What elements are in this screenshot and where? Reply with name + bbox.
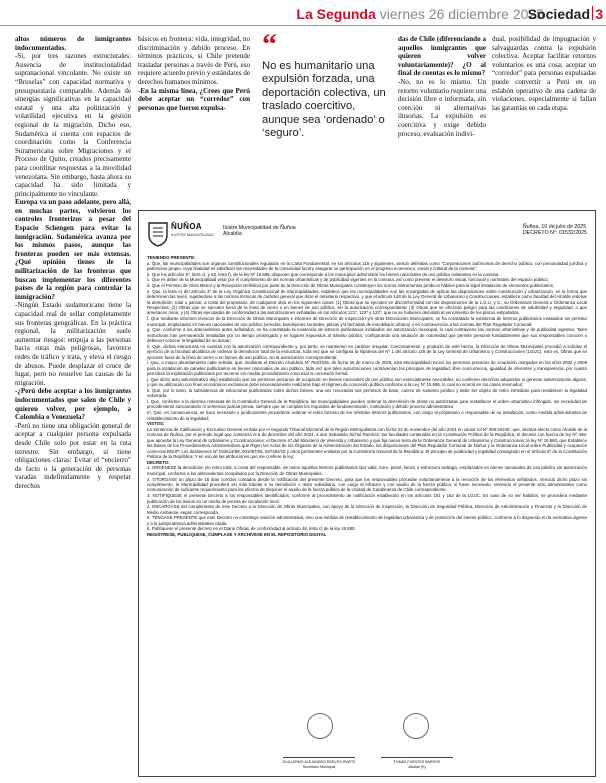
paragraph: -¿Perú debe aceptar a los inmigrantes indocumentados que salen de Chile y quieren volver, por ejemplo, a Colombia o Venezuela?: [15, 387, 131, 422]
paragraph: básicos en frontera: vida, integridad, no discriminación y debido proceso. En términos prácticos, si Chile pretende trasladar personas a través de Perú, eso requiere acuerdo previo y estándares de derechos humanos mínimos.: [138, 35, 250, 86]
page-number: 3: [595, 6, 603, 22]
decree-clause: h. Que, dichas estructuras no cuentan con la autorización correspondiente y, por tanto, se mantienen en carácter irregular. Concretamente, y producto de este hecho, la Dirección de Obras Municipales procedió a solicitar el ejercicio de la facultad alcaldicia de ordenar la demolición total de la estructura, toda vez que se configura la hipótesis del Nº 1 del artículo 148 de la Ley General de Urbanismo y Construcciones (LGUC), esto es, Obras que se ejecuten fuera de la línea de cierre o en bienes de uso público, sin la autorización correspondiente;: [147, 343, 587, 360]
municipal-decree-notice: [138, 210, 596, 777]
signature-secretary: [269, 727, 369, 769]
quote-mark: “: [262, 28, 277, 61]
signature-mayor: [367, 727, 467, 769]
decree-clause: g. Que, conforme a los antecedentes antes señalados, se ha constatado la existencia de letreros publicitarios instalados sin autorización municipal, lo cual contraviene las normas urbanísticas y de publicidad vigentes. Tales estructuras han permanecido instaladas por un tiempo prolongado y en lugares expuestos al tránsito público, configurando una situación de notoriedad que permite presumir fundadamente que sus responsables conocen o debieron conocer la ilegalidad de su actuar;: [147, 327, 587, 344]
decree-date: Ñuñoa, 10 de julio de 2025: [522, 224, 587, 230]
article-column-4: [492, 35, 596, 112]
decree-clause: e. Que, la letra e) del artículo 3º de la Ley Orgánica Constitucional de Municipalidades, establece que las municipalidades son las encargadas de aplicar las disposiciones sobre construcción y urbanización, en la forma que determinen las leyes, sujetándose a las normas técnicas de carácter general que dicte el ministerio respectivo, y que el artículo 148 de la Ley General de Urbanismo y Construcciones, establece como facultad del Alcalde ordenar la demolición, total o parcial, a costa del propietario, de cualquiera obra en los siguientes casos: (1) Obras que se ejecuten en disconformidad con las disposiciones de la L.G.U. y C., su Ordenanza General u Ordenanza Local Respectiva; (2) Obras que se ejecuten fuera de la línea de cierro o en bienes de uso público, sin la autorización correspondiente; (3) Obras que se ofrezcan peligro para las condiciones de salubridad y seguridad, o que amenacen ruina, y (4) Obras ejecutadas de conformidad a las autorizaciones señaladas en los artículos 121º, 122º y 123º, que no se hubieren demolido al vencimiento de los plazos estipulados.: [147, 288, 587, 316]
issue-date: viernes 26 diciembre 2025: [379, 6, 544, 22]
municipality-name: ÑUÑOA: [171, 222, 202, 231]
article-column-1: [15, 35, 131, 490]
decree-clause: i. Que, a mayor abundamiento cabe señalar, que, mediante el Decreto Alcaldicio Nº 754/2025, de fecha 26 de marzo de 2025, esta Municipalidad revocó los permisos precarios de ocupación otorgados en los años 2004 y 2006 para la instalación de paneles publicitarios en bienes nacionales de uso público, toda vez que tales autorizaciones contravenían los principios de legalidad, libre concurrencia, igualdad de oferentes y transparencia, por cuanto permitían la explotación publicitaria por terceros sin mediar procedimiento concursal ni concesión formal;: [147, 360, 587, 377]
paragraph: -En la misma línea, ¿Crees que Perú debe aceptar un “corredor” con personas que fueron expulsa-: [138, 86, 250, 112]
decree-heading: VISTOS:: [147, 421, 165, 427]
issuer-line-2: Alcaldía: [223, 231, 242, 238]
decree-clause: f. Que mediante informes técnicos de la Dirección de Obras Municipales e informes de Dirección de Inspección y/o otras Direcciones Municipales, se ha constatado la existencia de letreros publicitarios instalados sin permiso municipal, emplazados en bienes nacionales de uso público (veredas, bandejones centrales, plazas y/o fachadas de inmobiliario urbano) o en contravención a las normas del Plan Regulador Comunal;: [147, 316, 587, 327]
paragraph: das de Chile (diferenciando a aquellos inmigrantes que quieren volver voluntariamente)? ¿O al final de cuentas es lo mismo?: [398, 35, 486, 78]
municipality-logo-icon: [147, 221, 169, 247]
decree-clause: k. Que, por lo tanto, la subsistencia de estructuras publicitarias sobre dichos bienes, una vez revocados sus permisos de base, carece de sustento jurídico y debe ser objeto de retiro inmediato para restablecer la legalidad vulnerada.: [147, 387, 587, 399]
masthead: [296, 6, 544, 22]
paragraph: -Si, por tres razones estructurales: Ausencia de institucionalidad supranacional vinculante. No existe un “Bruselas” con capacidad normativa y presupuestaria comparable. Además de sinergias significativas en la capacidad estatal y una alta politización y volatilidad ejecutiva en la gestión regional de la migración. Dicho eso, Sudamérica sí cuenta con espacios de coordinación como la Conferencia Suramericana sobre Migraciones y el Proceso de Quito, creados precisamente para coordinar respuestas a la movilidad venezolana. Sin embargo, hasta ahora su capacidad ha sido limitada y principalmente no vinculante.: [15, 52, 131, 198]
brand-name: La Segunda: [296, 6, 376, 22]
article-column-3: [398, 35, 486, 138]
paragraph: -Ningún Estado sudamericano tiene la capacidad real de sellar completamente sus fronteras geográficas. En la práctica regional, la militarización suele aumentar riesgos: empuja a las personas hacia rutas más peligrosas, favorece redes de tráfico y trata, y eleva el riesgo de abusos. Puede desplazar el cruce de lugar, pero no resuelve las causas de la migración.: [15, 301, 131, 387]
decree-reference: [523, 224, 587, 237]
page-header: [0, 0, 606, 26]
decree-clause: c. Que es deber de la Municipalidad velar por el cumplimiento de las normas urbanísticas y de publicidad vigentes en la comuna, así como prevenir el deterioro visual, funcional y normativo del espacio público;: [147, 277, 549, 283]
signer-name: TOMÁS FUENTES BARROS: [393, 760, 441, 764]
signer-role: Secretario Municipal: [302, 764, 336, 769]
paragraph: -Perú no tiene una obligación general de aceptar a cualquier persona expulsada desde Chile solo por estar en la ruta terrestre. Sin embargo, sí tiene obligaciones claras: Evitar el “encierro” de facto o la generación de personas varadas indefinidamente y respetar derechos: [15, 421, 131, 490]
decree-clause: 4. ENCÁRGASE del cumplimiento de este Decreto a la Dirección de Obras Municipales, con apoyo de la Dirección de Inspección, la Dirección de Seguridad Pública, Dirección de Administración y Finanzas y la Dirección de Medio Ambiente, según corresponda.: [147, 504, 587, 515]
signature-block: [139, 713, 595, 773]
decree-clause: 2. OTORGASE un plazo de 15 días corridos contados desde la notificación del presente Decreto, para que los responsables procedan voluntariamente a la remoción de los elementos señalados. Vencido dicho plazo sin cumplimiento, la Municipalidad procederá sin más trámite a su demolición o retiro subsidiario, con cargo al infractor y con auxilio de la fuerza pública, si fuese necesario, sirviendo el presente acto administrativo como comunicación de suficiente requerimiento para los efectos de disponer el auxilio de la fuerza pública de la Unidad de Carabineros de Chile correspondiente.: [147, 476, 587, 493]
paragraph: -No, no es lo mismo. Un retorno voluntario requiere una decisión libre e informada, sin coerción ni alternativas ilusorias. La expulsión es coercitiva y exige debido proceso, evaluación indivi-: [398, 77, 486, 138]
decree-clause: 5. TÉNGASE PRESENTE que este Decreto no constituye sanción administrativa, sino una medida de restablecimiento de legalidad urbanística y de protección del interés público, conforme a lo dispuesto en la normativa vigente y a la jurisprudencia administrativa citada.: [147, 515, 587, 526]
decree-clause: m. Que, en consecuencia, se hace necesario y jurídicamente procedente ordenar el retiro forzoso de los referidos letreros publicitarios, con cargo al propietario o responsable de su instalación, como medida administrativa de restablecimiento de la legalidad;: [147, 410, 587, 421]
section-name: Sociedad: [527, 6, 590, 22]
decree-clause: a. Que, las municipalidades son órganos constitucionales regulados en la Carta Fundamental, en los artículos 118 y siguientes, siendo definidas como “Corporaciones autónomas de derecho público, con personalidad jurídica y patrimonio propio, cuya finalidad es satisfacer las necesidades de la comunidad local y asegurar su participación en el progreso económico, social y cultural de la comuna”;: [147, 260, 587, 272]
paragraph: altos números de inmigrantes indocumentados.: [15, 35, 131, 52]
decree-clause: La Sentencia de Calificación y Escrutinio General emitida por el Segundo Tribunal Electoral de la Región Metropolitana con fecha 23 de noviembre del año 2024 en causa rol Nº 309-2024E, que, declara electo como Alcalde de la comuna de Ñuñoa, por el período legal que comienza el 6 de diciembre del año 2024, a don Sebastián Sichel Ramírez; las facultades contenidas en la Constitución Política de la República; el decreto con fuerza de ley Nº 458, que aprueba la Ley General de Urbanismo y Construcciones; el Decreto 47 del Ministerio de Vivienda y Urbanismo y que fija nuevo texto de la Ordenanza General de Urbanismo y Construcciones; la ley Nº 19.880, que Establece las Bases de los Procedimientos Administrativos que Rigen los Actos de los Órganos de la Administración del Estado, las disposiciones del Plan Regulador Comunal de Ñuñoa y la Ordenanza Local sobre Publicidad y ocupación comercial BNUP; Los dictámenes Nº 023614/99, 001087/05, 027362/10 y otros pertinentes emitidos por la Contraloría General de la República; El principio de juridicidad y legalidad consagrado en el artículo 6º de la Constitución Política de la República; Y en uso de las atribuciones que me confiere la ley;: [147, 426, 587, 460]
signer-role: Alcalde (S): [408, 764, 426, 769]
decree-clause: j. Que dicho acto administrativo dejó establecido que los permisos precarios de ocupación en bienes nacionales de uso público son esencialmente revocables, no confieren derechos adquiridos ni generan indemnización alguna, y que su utilización con fines económicos exclusivos debe necesariamente realizarse bajo el régimen de concesión pública conforme a la Ley Nº 18.695, lo cual no ocurrió en los casos revocados;: [147, 376, 587, 388]
signer-name: GUILLERMO ALEJANDRO REEVES IRARTE: [282, 760, 356, 764]
issuer-line-1: Ilustre Municipalidad de Ñuñoa: [223, 225, 296, 231]
decree-clause: 6. Publíquese el presente decreto en el Diario Oficial, de conformidad al artículo 48, letra c) de la ley 19.880.: [147, 526, 356, 532]
decree-body: [147, 255, 587, 538]
article-column-2: [138, 35, 250, 112]
decree-heading: TENIENDO PRESENTE:: [147, 255, 196, 260]
pull-quote: No es humanitario una expulsión forzada, una deportación colectiva, un traslado coercitivo, aunque sea ‘ordenado’ o ‘seguro’.: [262, 60, 386, 140]
paragraph: dual, posibilidad de impugnación y salvaguardas contra la expulsión colectiva. Aceptar facilitar retornos voluntarios es una cosa; aceptar un “corredor” para personas expulsadas puede convertir a Perú en un eslabón operativo de una cadena de violaciones, especialmente si fallan las garantías en cada etapa.: [492, 35, 596, 112]
paragraph: Europa va un paso adelante, pero allá, en muchas partes, volvieron los controles fronterizos a pesar del Espacio Schengen para evitar la inmigración. Sudamérica avanza por los mismos pasos, aunque las fronteras pueden ser más extensas.¿Qué opinión tienes de la militarización de las fronteras que buscan implementar los diferentes países de la región para controlar la inmigración?: [15, 198, 131, 301]
decree-clause: 3. NOTIFÍQUESE el presente Decreto a los responsables identificados, conforme al procedimiento de notificación establecido en los artículos 151 y 152 de la LGUC. En caso de no ser habidos, se procederá mediante publicación de los avisos en un medio de prensa de circulación local.: [147, 493, 587, 504]
decree-issuer: [223, 225, 296, 238]
decree-clause: d. Que el Permiso de Obra Menor y la Recepción Definitiva por parte de la Dirección de Obras Municipales constituyen los únicos instrumentos jurídicos hábiles para la legal instalación de elementos publicitarios;: [147, 283, 555, 289]
header-divider: [592, 6, 593, 20]
decree-clause: 1. ORDÉNESE la demolición y/o retiro total, a costa del responsable, de todos aquellos letreros publicitarios tipo valla, torre, panel, lienzo o estructura análoga, emplazados en bienes nacionales de uso público sin autorización municipal, conforme a los antecedentes recopilados por la Dirección de Obras Municipales.: [147, 465, 587, 476]
decree-clause: l. Que, conforme a la doctrina reiterada de la Contraloría General de la República, las municipalidades pueden ordenar la demolición de obras no autorizadas para restablecer el orden urbanístico infringido, sin necesidad de procedimiento sancionatorio ni sentencia judicial previa, siempre que se cumplan los requisitos de fundamentación, motivación y debido proceso administrativo;: [147, 399, 587, 410]
decree-clause: b. Que los artículos 5º, letra c), y 63, letra f), de la ley Nº 18.695, disponen que corresponde a los municipios administrar los bienes nacionales de uso público existentes en la comuna.: [147, 271, 500, 277]
decree-number: DECRETO N°: 01532/2025: [522, 230, 587, 237]
decree-heading: DECRETO:: [147, 459, 170, 465]
decree-heading: REGÍSTRESE, PUBLÍQUESE, CÚMPLASE Y ARCHÍVESE EN EL REPOSITORIO DIGITAL: [147, 531, 327, 537]
municipality-subtitle: ILUSTRE MUNICIPALIDAD: [171, 233, 214, 237]
